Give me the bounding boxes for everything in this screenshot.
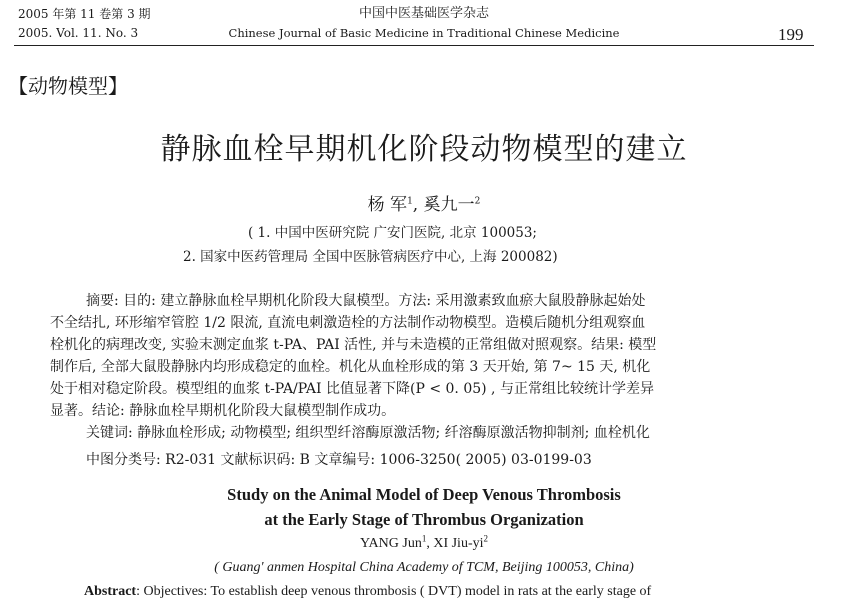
abstract-cn-line: 栓机化的病理改变, 实验末测定血浆 t-PA、PAI 活性, 并与未造模的正常组做对照观察。结果: 模型 <box>50 337 657 353</box>
abstract-en-label: Abstract <box>84 584 137 599</box>
authors-en <box>0 533 848 552</box>
author-1-en: YANG Jun <box>359 536 422 551</box>
author-1-affil-mark: 1 <box>407 196 413 207</box>
author-2-en: XI Jiu-yi <box>433 536 484 551</box>
article-title-en-line1: Study on the Animal Model of Deep Venous Thrombosis <box>227 485 621 504</box>
author-2-en-affil-mark: 2 <box>483 533 488 544</box>
journal-name-cn: 中国中医基础医学杂志 <box>358 6 489 21</box>
issue-en: 2005. Vol. 11. No. 3 <box>18 26 139 40</box>
abstract-cn-line: 显著。结论: 静脉血栓早期机化阶段大鼠模型制作成功。 <box>50 403 396 419</box>
author-1-en-affil-mark: 1 <box>421 533 427 544</box>
author-1: 杨 军 <box>367 195 408 215</box>
abstract-cn-line: 不全结扎, 环形缩窄管腔 1/2 限流, 直流电刺激造栓的方法制作动物模型。造模后随机分组观察血 <box>50 315 646 331</box>
header-rule <box>14 45 814 46</box>
abstract-cn-line: 摘要: 目的: 建立静脉血栓早期机化阶段大鼠模型。方法: 采用激素致血瘀大鼠股静脉起始处 <box>86 293 646 309</box>
author-2-affil-mark: 2 <box>474 196 481 207</box>
authors-cn <box>0 190 848 215</box>
author-2: 奚九一 <box>423 195 475 215</box>
article-title-en-line2: at the Early Stage of Thrombus Organization <box>264 510 584 529</box>
affiliation-2: 2. 国家中医药管理局 全国中医脉管病医疗中心, 上海 200082) <box>183 249 558 265</box>
abstract-cn-line: 处于相对稳定阶段。模型组的血浆 t-PA/PAI 比值显著下降(P < 0. 05) , 与正常组比较统计学差异 <box>50 381 654 397</box>
page-number: 199 <box>778 25 804 44</box>
abstract-cn-line: 制作后, 全部大鼠股静脉内均形成稳定的血栓。机化从血栓形成的第 3 天开始, 第 7~ 15 天, 机化 <box>50 359 651 375</box>
journal-name-en: Chinese Journal of Basic Medicine in Traditional Chinese Medicine <box>228 26 620 40</box>
affiliation-1: ( 1. 中国中医研究院 广安门医院, 北京 100053; <box>248 225 537 241</box>
author-en-separator: , <box>426 536 434 551</box>
classification-line: 中图分类号: R2-031 文献标识码: B 文章编号: 1006-3250( 2005) 03-0199-03 <box>86 452 592 468</box>
keywords-cn: 关键词: 静脉血栓形成; 动物模型; 组织型纤溶酶原激活物; 纤溶酶原激活物抑制剂; 血栓机化 <box>86 425 650 441</box>
abstract-en-text: : Objectives: To establish deep venous thrombosis ( DVT) model in rats at the early stage of <box>136 584 652 599</box>
affiliation-en: ( Guang' anmen Hospital China Academy of TCM, Beijing 100053, China) <box>214 560 634 575</box>
abstract-en <box>84 584 651 600</box>
article-title-cn: 静脉血栓早期机化阶段动物模型的建立 <box>160 132 688 167</box>
issue-cn: 2005 年第 11 卷第 3 期 <box>18 7 151 21</box>
section-tag: 【动物模型】 <box>8 74 128 98</box>
author-separator: , <box>412 195 424 215</box>
